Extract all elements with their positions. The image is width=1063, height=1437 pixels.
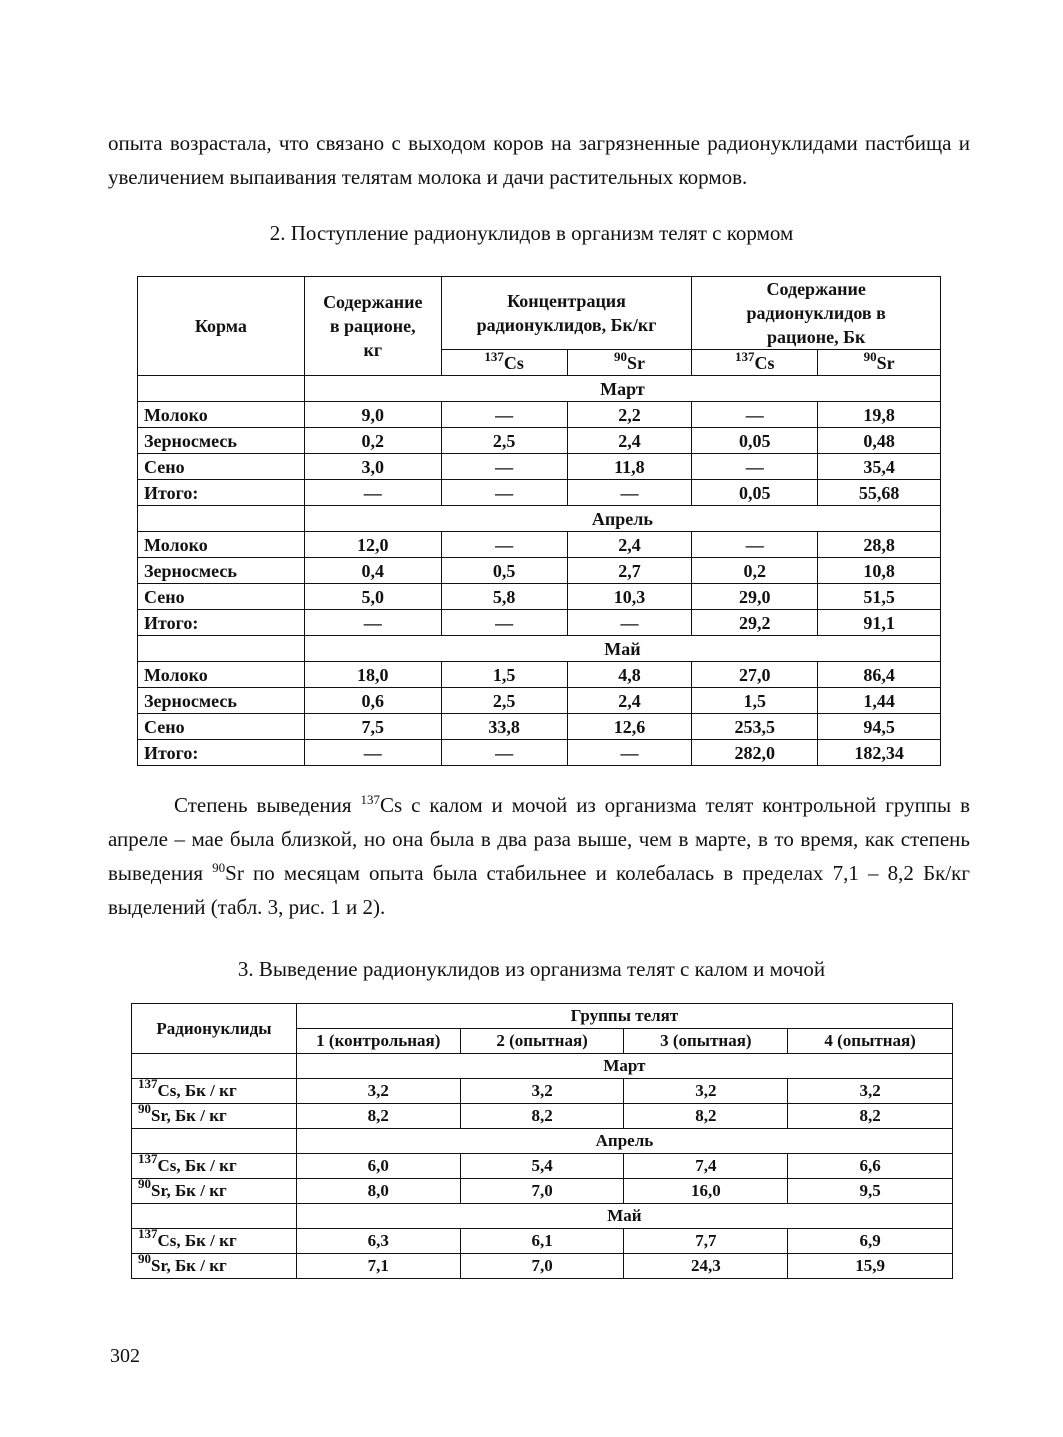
table-row xyxy=(138,610,941,636)
table-row xyxy=(138,740,941,766)
value-cell: 3,2 xyxy=(788,1079,953,1104)
sr-symbol: Sr xyxy=(626,352,645,373)
value-cell: 2,4 xyxy=(567,688,692,714)
excretion-table xyxy=(131,1003,953,1279)
value-cell: 0,4 xyxy=(304,558,441,584)
cs-unit-label: Cs, Бк / кг xyxy=(157,1231,237,1250)
header-feed: Корма xyxy=(138,277,305,376)
month-row xyxy=(138,506,941,532)
table2-caption: 3. Выведение радионуклидов из организма телят с калом и мочой xyxy=(237,957,826,981)
value-cell: 1,44 xyxy=(818,688,941,714)
value-cell: 0,2 xyxy=(304,428,441,454)
header-conc-cs xyxy=(441,350,567,376)
value-cell: — xyxy=(692,454,818,480)
value-cell: 29,0 xyxy=(692,584,818,610)
header-groups: Группы телят xyxy=(296,1004,952,1029)
value-cell: 4,8 xyxy=(567,662,692,688)
month-spacer xyxy=(132,1054,297,1079)
cs-unit-label: Cs, Бк / кг xyxy=(157,1156,237,1175)
value-cell: 182,34 xyxy=(818,740,941,766)
month-row xyxy=(132,1054,953,1079)
header-group-3: 3 (опытная) xyxy=(624,1029,788,1054)
value-cell: 9,5 xyxy=(788,1179,953,1204)
value-cell: 10,8 xyxy=(818,558,941,584)
para-text-part1: Степень выведения xyxy=(174,793,361,817)
value-cell: 7,0 xyxy=(460,1179,624,1204)
value-cell: 6,3 xyxy=(296,1229,460,1254)
value-cell: 282,0 xyxy=(692,740,818,766)
value-cell: 18,0 xyxy=(304,662,441,688)
page-number: 302 xyxy=(110,1345,140,1367)
value-cell: 12,0 xyxy=(304,532,441,558)
value-cell: 9,0 xyxy=(304,402,441,428)
table-row xyxy=(138,688,941,714)
sr-symbol: Sr xyxy=(876,352,895,373)
value-cell: 0,05 xyxy=(692,480,818,506)
table-row xyxy=(138,662,941,688)
month-spacer xyxy=(132,1204,297,1229)
value-cell: 7,7 xyxy=(624,1229,788,1254)
sr-unit-label: Sr, Бк / кг xyxy=(151,1181,227,1200)
month-spacer xyxy=(138,506,305,532)
feed-name-cell: Сено xyxy=(138,454,305,480)
cs-mass-number: 137 xyxy=(138,1151,158,1166)
header-content-line3: кг xyxy=(363,340,383,360)
value-cell: 28,8 xyxy=(818,532,941,558)
value-cell: 2,2 xyxy=(567,402,692,428)
value-cell: — xyxy=(567,480,692,506)
value-cell: 8,2 xyxy=(296,1104,460,1129)
value-cell: 7,0 xyxy=(460,1254,624,1279)
intro-paragraph: опыта возрастала, что связано с выходом коров на загрязненные радионуклидами пастбища и увеличением выпаивания телятам молока и дачи растительных кормов. xyxy=(108,131,970,189)
sr-unit-label: Sr, Бк / кг xyxy=(151,1106,227,1125)
sr-mass-number: 90 xyxy=(138,1251,151,1266)
sr-mass-number: 90 xyxy=(613,348,627,364)
para-text-part3: Sr по месяцам опыта была стабильнее и колебалась в пределах 7,1 – 8,2 Бк/кг выделений (табл. 3, рис. 1 и 2). xyxy=(108,861,970,919)
table-row xyxy=(132,1229,953,1254)
value-cell: 2,5 xyxy=(441,428,567,454)
header-concentration xyxy=(441,277,692,350)
feed-name-cell: Сено xyxy=(138,714,305,740)
header-intake-cs xyxy=(692,350,818,376)
table-row xyxy=(132,1104,953,1129)
month-spacer xyxy=(138,376,305,402)
table2-body xyxy=(132,1054,953,1279)
value-cell: 0,05 xyxy=(692,428,818,454)
value-cell: 1,5 xyxy=(692,688,818,714)
para-text-part2: Cs с калом и мочой из организма телят контрольной группы в апреле – мае была близкой, но она была в два раза выше, чем в марте, в то время, как степень выведения xyxy=(108,793,971,885)
value-cell: 6,0 xyxy=(296,1154,460,1179)
header-intake-sr xyxy=(818,350,941,376)
feed-name-cell: Итого: xyxy=(138,610,305,636)
month-spacer xyxy=(132,1129,297,1154)
cs-mass-number: 137 xyxy=(138,1076,158,1091)
value-cell: 2,5 xyxy=(441,688,567,714)
value-cell: — xyxy=(441,610,567,636)
feed-name-cell: Молоко xyxy=(138,532,305,558)
month-row xyxy=(132,1204,953,1229)
value-cell: — xyxy=(692,532,818,558)
value-cell: 7,1 xyxy=(296,1254,460,1279)
value-cell: 0,5 xyxy=(441,558,567,584)
feed-name-cell: Зерносмесь xyxy=(138,688,305,714)
table-row xyxy=(138,714,941,740)
feed-name-cell: Итого: xyxy=(138,740,305,766)
value-cell: 8,2 xyxy=(788,1104,953,1129)
header-radionuclides: Радионуклиды xyxy=(132,1004,297,1054)
month-label: Апрель xyxy=(304,506,940,532)
value-cell: 6,9 xyxy=(788,1229,953,1254)
value-cell: 16,0 xyxy=(624,1179,788,1204)
radionuclide-label-cell xyxy=(132,1251,297,1279)
month-row xyxy=(132,1129,953,1154)
cs-mass-number: 137 xyxy=(138,1226,158,1241)
value-cell: 35,4 xyxy=(818,454,941,480)
value-cell: 2,7 xyxy=(567,558,692,584)
table-row xyxy=(132,1179,953,1204)
value-cell: 0,2 xyxy=(692,558,818,584)
feed-name-cell: Зерносмесь xyxy=(138,428,305,454)
cs-mass-number: 137 xyxy=(360,792,380,807)
value-cell: 8,2 xyxy=(624,1104,788,1129)
table-row xyxy=(138,428,941,454)
table-row xyxy=(138,584,941,610)
radionuclide-label-cell xyxy=(132,1176,297,1204)
header-intake-line3: рационе, Бк xyxy=(766,327,866,347)
table-row xyxy=(138,454,941,480)
cs-mass-number: 137 xyxy=(734,348,755,364)
value-cell: 8,2 xyxy=(460,1104,624,1129)
value-cell: 6,1 xyxy=(460,1229,624,1254)
value-cell: 51,5 xyxy=(818,584,941,610)
value-cell: — xyxy=(441,740,567,766)
month-label: Май xyxy=(296,1204,952,1229)
value-cell: 19,8 xyxy=(818,402,941,428)
value-cell: 24,3 xyxy=(624,1254,788,1279)
value-cell: — xyxy=(304,610,441,636)
value-cell: 6,6 xyxy=(788,1154,953,1179)
table-row xyxy=(138,402,941,428)
value-cell: 7,5 xyxy=(304,714,441,740)
value-cell: — xyxy=(692,402,818,428)
header-group-1: 1 (контрольная) xyxy=(296,1029,460,1054)
body-paragraph xyxy=(108,788,970,924)
table-row xyxy=(138,558,941,584)
value-cell: — xyxy=(304,480,441,506)
value-cell: 55,68 xyxy=(818,480,941,506)
cs-mass-number: 137 xyxy=(484,348,504,364)
header-intake-line1: Содержание xyxy=(766,279,866,299)
header-content-line2: в рационе, xyxy=(329,316,416,336)
value-cell: 3,2 xyxy=(460,1079,624,1104)
feed-name-cell: Зерносмесь xyxy=(138,558,305,584)
value-cell: 2,4 xyxy=(567,532,692,558)
value-cell: — xyxy=(304,740,441,766)
value-cell: 33,8 xyxy=(441,714,567,740)
header-content-line1: Содержание xyxy=(323,292,423,312)
cs-symbol: Cs xyxy=(754,352,775,373)
value-cell: — xyxy=(567,740,692,766)
sr-mass-number: 90 xyxy=(863,348,877,364)
radionuclide-label-cell xyxy=(132,1101,297,1129)
value-cell: — xyxy=(567,610,692,636)
sr-mass-number: 90 xyxy=(138,1176,151,1191)
value-cell: 27,0 xyxy=(692,662,818,688)
header-group-2: 2 (опытная) xyxy=(460,1029,624,1054)
value-cell: 3,2 xyxy=(296,1079,460,1104)
header-conc-sr xyxy=(567,350,692,376)
value-cell: 11,8 xyxy=(567,454,692,480)
table-row xyxy=(138,532,941,558)
table2-header-row xyxy=(132,1004,953,1029)
value-cell: 7,4 xyxy=(624,1154,788,1179)
table1-header-row xyxy=(138,277,941,350)
value-cell: 94,5 xyxy=(818,714,941,740)
feed-name-cell: Итого: xyxy=(138,480,305,506)
month-label: Май xyxy=(304,636,940,662)
header-concentration-line1: Концентрация xyxy=(507,291,626,311)
table-row xyxy=(138,480,941,506)
sr-mass-number: 90 xyxy=(138,1101,151,1116)
cs-symbol: Cs xyxy=(503,352,524,373)
value-cell: 3,0 xyxy=(304,454,441,480)
value-cell: 0,48 xyxy=(818,428,941,454)
value-cell: 29,2 xyxy=(692,610,818,636)
header-intake xyxy=(692,277,941,350)
value-cell: 2,4 xyxy=(567,428,692,454)
feed-name-cell: Сено xyxy=(138,584,305,610)
sr-mass-number: 90 xyxy=(212,860,226,875)
header-content xyxy=(304,277,441,376)
month-label: Апрель xyxy=(296,1129,952,1154)
header-intake-line2: радионуклидов в xyxy=(746,303,886,323)
table1-body xyxy=(138,376,941,766)
radionuclide-label-cell xyxy=(132,1076,297,1104)
table-row xyxy=(132,1254,953,1279)
value-cell: 10,3 xyxy=(567,584,692,610)
value-cell: 3,2 xyxy=(624,1079,788,1104)
month-row xyxy=(138,636,941,662)
value-cell: 8,0 xyxy=(296,1179,460,1204)
month-label: Март xyxy=(304,376,940,402)
radionuclide-label-cell xyxy=(132,1151,297,1179)
table-row xyxy=(132,1154,953,1179)
value-cell: — xyxy=(441,480,567,506)
value-cell: 86,4 xyxy=(818,662,941,688)
value-cell: 0,6 xyxy=(304,688,441,714)
value-cell: 15,9 xyxy=(788,1254,953,1279)
feed-name-cell: Молоко xyxy=(138,402,305,428)
value-cell: — xyxy=(441,532,567,558)
value-cell: — xyxy=(441,454,567,480)
value-cell: 253,5 xyxy=(692,714,818,740)
sr-unit-label: Sr, Бк / кг xyxy=(151,1256,227,1275)
value-cell: 5,0 xyxy=(304,584,441,610)
month-row xyxy=(138,376,941,402)
feed-name-cell: Молоко xyxy=(138,662,305,688)
header-group-4: 4 (опытная) xyxy=(788,1029,953,1054)
value-cell: 5,8 xyxy=(441,584,567,610)
month-label: Март xyxy=(296,1054,952,1079)
value-cell: 12,6 xyxy=(567,714,692,740)
value-cell: 1,5 xyxy=(441,662,567,688)
value-cell: 91,1 xyxy=(818,610,941,636)
value-cell: — xyxy=(441,402,567,428)
table1-caption: 2. Поступление радионуклидов в организм телят с кормом xyxy=(269,221,794,245)
radionuclide-label-cell xyxy=(132,1226,297,1254)
header-concentration-line2: радионуклидов, Бк/кг xyxy=(476,315,657,335)
table-row xyxy=(132,1079,953,1104)
value-cell: 5,4 xyxy=(460,1154,624,1179)
cs-unit-label: Cs, Бк / кг xyxy=(157,1081,237,1100)
month-spacer xyxy=(138,636,305,662)
feed-intake-table xyxy=(137,276,941,766)
